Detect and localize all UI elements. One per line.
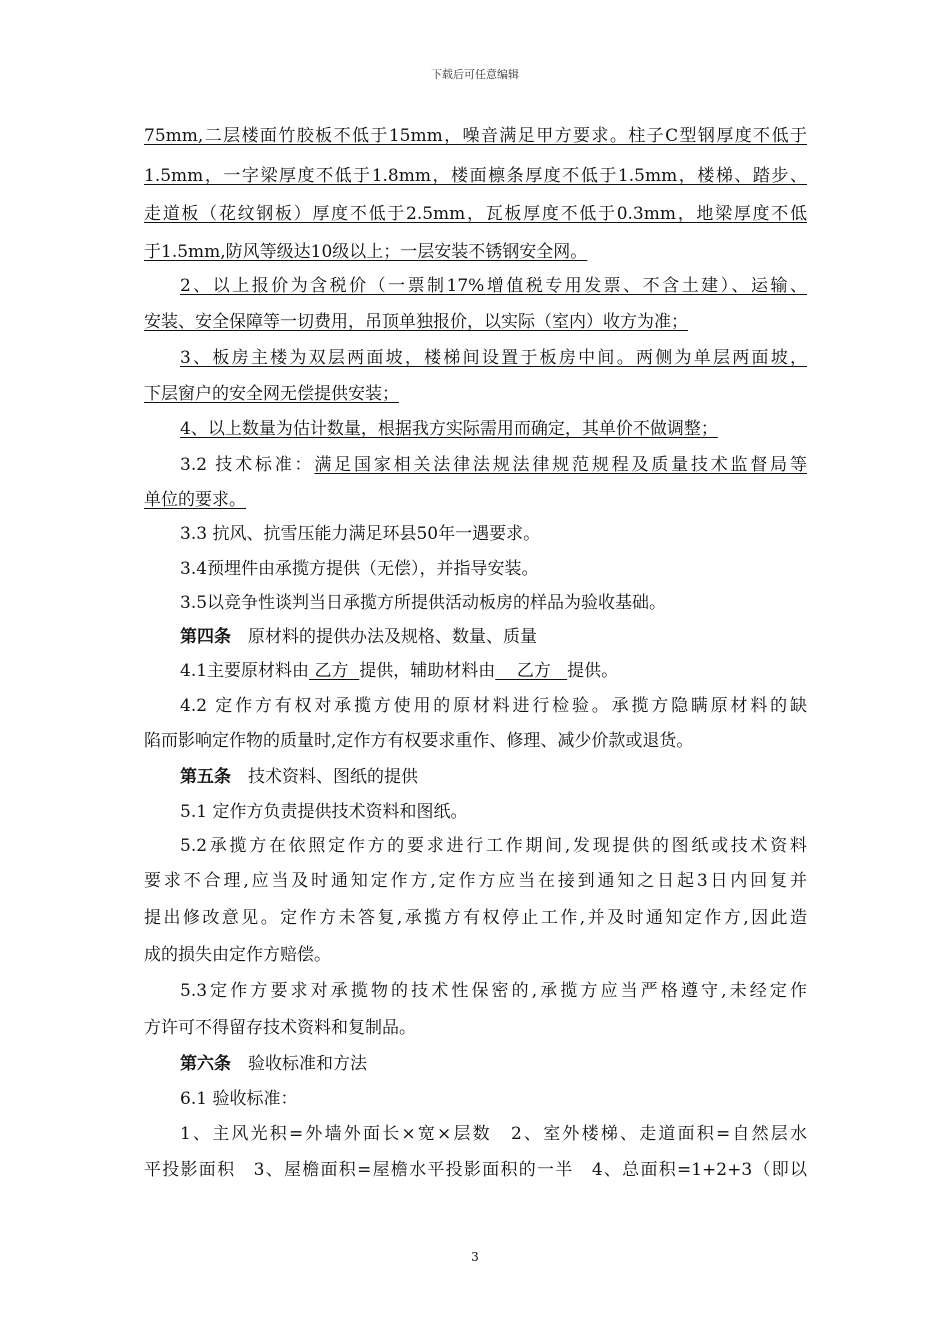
article-label: 第六条 [180,1054,231,1074]
article-label: 第四条 [180,627,231,647]
materials-text-c: 提供，辅助材料由 [359,661,496,681]
paragraph-line: 成的损失由定作方赔偿。 [144,945,331,965]
article-label: 第五条 [180,767,231,787]
article-heading-4 [180,622,807,652]
paragraph-line: 下层窗户的安全网无偿提供安装； [144,384,399,404]
paragraph-line: 要求不合理,应当及时通知定作方,定作方应当在接到通知之日起3日内回复并 [144,871,807,891]
article-heading-5 [180,762,807,792]
paragraph-line: 6.1 验收标准： [180,1089,298,1109]
paragraph-line: 3、板房主楼为双层两面坡，楼梯间设置于板房中间。两侧为单层两面坡， [180,348,807,368]
paragraph-line: 平投影面积 3、屋檐面积=屋檐水平投影面积的一半 4、总面积=1+2+3（即以 [144,1160,807,1180]
article-title: 技术资料、图纸的提供 [248,767,418,787]
page-number: 3 [471,1250,479,1264]
article-title: 原材料的提供办法及规格、数量、质量 [248,627,537,647]
article-heading-6 [180,1049,807,1079]
paragraph-line: 于1.5mm,防风等级达10级以上；一层安装不锈钢安全网。 [144,242,588,262]
materials-text-a: 4.1主要原材料由 [180,661,310,681]
paragraph-line-tech-standard [180,450,807,480]
article-title: 验收标准和方法 [248,1054,367,1074]
material-supplier-aux: 乙方 [516,661,551,681]
paragraph-line: 4、以上数量为估计数量，根据我方实际需用而确定，其单价不做调整； [180,419,718,439]
paragraph-line: 方许可不得留存技术资料和复制品。 [144,1018,416,1038]
materials-text-e: 提供。 [567,661,619,681]
paragraph-line: 75mm,二层楼面竹胶板不低于15mm，噪音满足甲方要求。柱子C型钢厚度不低于 [144,126,807,146]
paragraph-line: 4.2 定作方有权对承揽方使用的原材料进行检验。承揽方隐瞒原材料的缺 [180,696,807,716]
paragraph-line: 1、主风光积=外墙外面长×宽×层数 2、室外楼梯、走道面积=自然层水 [180,1124,807,1144]
material-supplier-main: 乙方 [314,661,349,681]
paragraph-line: 走道板（花纹钢板）厚度不低于2.5mm，瓦板厚度不低于0.3mm，地梁厚度不低 [144,204,807,224]
paragraph-line: 5.2承揽方在依照定作方的要求进行工作期间,发现提供的图纸或技术资料 [180,836,807,856]
paragraph-line: 陷而影响定作物的质量时,定作方有权要求重作、修理、减少价款或退货。 [144,731,694,751]
paragraph-line: 3.4预埋件由承揽方提供（无偿），并指导安装。 [180,559,539,579]
paragraph-line: 5.3定作方要求对承揽物的技术性保密的,承揽方应当严格遵守,未经定作 [180,981,807,1001]
paragraph-line: 5.1 定作方负责提供技术资料和图纸。 [180,802,468,822]
paragraph-line: 安装、安全保障等一切费用，吊顶单独报价，以实际（室内）收方为准； [144,312,688,332]
tech-standard-prefix: 3.2 技术标准： [180,455,315,475]
tech-standard-text: 满足国家相关法律法规法律规范规程及质量技术监督局等 [314,455,807,475]
paragraph-line: 3.3 抗风、抗雪压能力满足环县50年一遇要求。 [180,524,541,544]
header-note: 下载后可任意编辑 [431,68,519,81]
paragraph-line: 单位的要求。 [144,490,246,510]
paragraph-line: 1.5mm，一字梁厚度不低于1.8mm，楼面檩条厚度不低于1.5mm，楼梯、踏步、 [144,166,807,186]
paragraph-line: 2、以上报价为含税价（一票制17%增值税专用发票、不含土建）、运输、 [180,276,807,296]
paragraph-line-materials [180,656,807,686]
paragraph-line: 3.5以竞争性谈判当日承揽方所提供活动板房的样品为验收基础。 [180,593,667,613]
paragraph-line: 提出修改意见。定作方未答复,承揽方有权停止工作,并及时通知定作方,因此造 [144,908,807,928]
